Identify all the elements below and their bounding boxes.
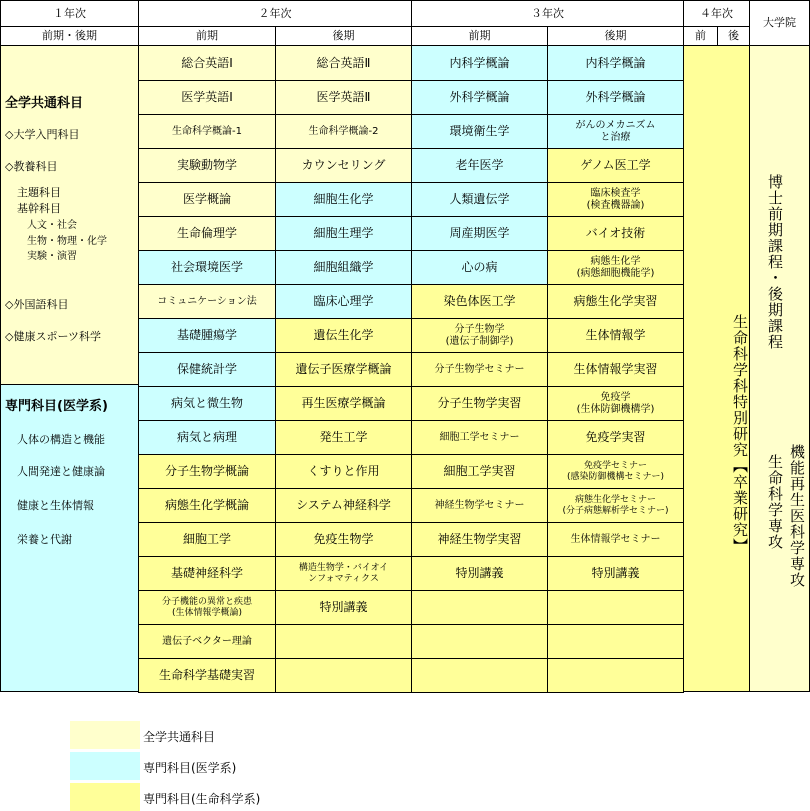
grad-program: 博士前期課程・後期課程 bbox=[766, 174, 784, 350]
course-cell: 免疫学セミナー (感染防御機構セミナー) bbox=[547, 454, 684, 489]
header-year4: ４年次 bbox=[683, 0, 750, 27]
year1-special-block bbox=[0, 384, 139, 692]
legend-swatch-lifesci bbox=[70, 783, 140, 811]
course-cell: 細胞工学実習 bbox=[411, 454, 548, 489]
course-cell: 特別講義 bbox=[411, 556, 548, 591]
course-cell: 病態生化学概論 bbox=[138, 488, 276, 523]
course-cell: 周産期医学 bbox=[411, 216, 548, 251]
course-cell: 遺伝生化学 bbox=[275, 318, 412, 353]
course-cell: 分子生物学実習 bbox=[411, 386, 548, 421]
year4-research bbox=[683, 45, 750, 692]
course-cell: カウンセリング bbox=[275, 148, 412, 183]
header-y2-first: 前期 bbox=[138, 26, 276, 46]
legend-label-medical: 専門科目(医学系) bbox=[143, 761, 237, 775]
structure-course: 人体の構造と機能 bbox=[17, 433, 105, 446]
header-year2: ２年次 bbox=[138, 0, 412, 27]
course-cell: 細胞工学セミナー bbox=[411, 420, 548, 455]
course-cell: 保健統計学 bbox=[138, 352, 276, 387]
course-cell: 医学英語Ⅰ bbox=[138, 80, 276, 115]
course-cell bbox=[547, 624, 684, 659]
course-cell: 特別講義 bbox=[275, 590, 412, 625]
grad-major-life-science: 生命科学専攻 bbox=[766, 454, 784, 550]
course-cell: 病態生化学 (病態細胞機能学) bbox=[547, 250, 684, 285]
special-title: 専門科目(医学系) bbox=[5, 399, 108, 414]
course-cell: 細胞生化学 bbox=[275, 182, 412, 217]
course-cell: 分子生物学概論 bbox=[138, 454, 276, 489]
course-cell: 分子生物学 (遺伝子制御学) bbox=[411, 318, 548, 353]
course-cell: 分子生物学セミナー bbox=[411, 352, 548, 387]
course-cell: バイオ技術 bbox=[547, 216, 684, 251]
course-cell: 基礎腫瘍学 bbox=[138, 318, 276, 353]
humanities: 人文・社会 bbox=[27, 220, 77, 231]
header-y3-first: 前期 bbox=[411, 26, 548, 46]
course-cell: 免疫学実習 bbox=[547, 420, 684, 455]
course-cell: 生体情報学実習 bbox=[547, 352, 684, 387]
nutrition-course: 栄養と代謝 bbox=[17, 533, 72, 546]
course-cell: 環境衛生学 bbox=[411, 114, 548, 149]
header-y3-second: 後期 bbox=[547, 26, 684, 46]
course-cell bbox=[275, 624, 412, 659]
course-cell: 生体情報学 bbox=[547, 318, 684, 353]
course-cell: 分子機能の異常と疾患 (生体情報学概論) bbox=[138, 590, 276, 625]
course-cell: 基礎神経科学 bbox=[138, 556, 276, 591]
course-cell: がんのメカニズム と治療 bbox=[547, 114, 684, 149]
course-cell: 再生医療学概論 bbox=[275, 386, 412, 421]
course-cell bbox=[411, 624, 548, 659]
grad-major-regenerative: 機能再生医科学専攻 bbox=[788, 444, 806, 588]
health-info-course: 健康と生体情報 bbox=[17, 499, 94, 512]
common-title: 全学共通科目 bbox=[5, 96, 84, 111]
development-course: 人間発達と健康論 bbox=[17, 465, 105, 478]
legend-swatch-medical bbox=[70, 752, 140, 780]
course-cell: 内科学概論 bbox=[547, 45, 684, 81]
course-cell: 生命科学概論-1 bbox=[138, 114, 276, 149]
course-cell: 免疫生物学 bbox=[275, 522, 412, 557]
course-cell bbox=[275, 658, 412, 693]
year4-research-text: 生命科学科特別研究【卒業研究】 bbox=[731, 313, 749, 554]
sports-courses: ◇健康スポーツ科学 bbox=[5, 330, 102, 343]
course-cell: ゲノム医工学 bbox=[547, 148, 684, 183]
course-cell: 老年医学 bbox=[411, 148, 548, 183]
course-cell: 病態生化学実習 bbox=[547, 284, 684, 319]
course-cell: 発生工学 bbox=[275, 420, 412, 455]
course-cell: 病気と微生物 bbox=[138, 386, 276, 421]
course-cell: 医学概論 bbox=[138, 182, 276, 217]
course-cell: 総合英語Ⅰ bbox=[138, 45, 276, 81]
course-cell bbox=[411, 590, 548, 625]
course-cell: システム神経科学 bbox=[275, 488, 412, 523]
legend-swatch-common bbox=[70, 721, 140, 749]
course-cell: 医学英語Ⅱ bbox=[275, 80, 412, 115]
course-cell: 免疫学 (生体防御機構学) bbox=[547, 386, 684, 421]
course-cell: 構造生物学・バイオイ ンフォマティクス bbox=[275, 556, 412, 591]
course-cell: 細胞組織学 bbox=[275, 250, 412, 285]
liberal-courses: ◇教養科目 bbox=[5, 160, 58, 173]
course-cell: 内科学概論 bbox=[411, 45, 548, 81]
course-cell: 社会環境医学 bbox=[138, 250, 276, 285]
course-cell bbox=[411, 658, 548, 693]
course-cell: 臨床心理学 bbox=[275, 284, 412, 319]
course-cell: 人類遺伝学 bbox=[411, 182, 548, 217]
foreign-courses: ◇外国語科目 bbox=[5, 298, 69, 311]
header-y2-second: 後期 bbox=[275, 26, 412, 46]
course-cell: 実験動物学 bbox=[138, 148, 276, 183]
header-y4-second: 後 bbox=[717, 26, 750, 46]
course-cell: 特別講義 bbox=[547, 556, 684, 591]
course-cell: 心の病 bbox=[411, 250, 548, 285]
course-cell: 臨床検査学 (検査機器論) bbox=[547, 182, 684, 217]
intro-courses: ◇大学入門科目 bbox=[5, 128, 80, 141]
course-cell: 染色体医工学 bbox=[411, 284, 548, 319]
practice: 実験・演習 bbox=[27, 251, 77, 262]
header-y4-first: 前 bbox=[683, 26, 718, 46]
course-cell: 細胞生理学 bbox=[275, 216, 412, 251]
course-cell: 総合英語Ⅱ bbox=[275, 45, 412, 81]
course-cell: コミュニケーション法 bbox=[138, 284, 276, 319]
header-grad: 大学院 bbox=[749, 0, 810, 46]
grad-block bbox=[749, 45, 810, 692]
theme-courses: 主題科目 bbox=[17, 186, 61, 199]
course-cell bbox=[547, 590, 684, 625]
basic-courses: 基幹科目 bbox=[17, 202, 61, 215]
legend-label-common: 全学共通科目 bbox=[143, 730, 216, 744]
course-cell: 生命科学概論-2 bbox=[275, 114, 412, 149]
header-year3: ３年次 bbox=[411, 0, 684, 27]
course-cell: 遺伝子医療学概論 bbox=[275, 352, 412, 387]
course-cell: 病気と病理 bbox=[138, 420, 276, 455]
course-cell: 病態生化学セミナー (分子病態解析学セミナー) bbox=[547, 488, 684, 523]
legend-label-lifesci: 専門科目(生命科学系) bbox=[143, 792, 261, 806]
header-year1: １年次 bbox=[0, 0, 139, 27]
course-cell: 神経生物学実習 bbox=[411, 522, 548, 557]
course-cell: 生体情報学セミナー bbox=[547, 522, 684, 557]
course-cell: 外科学概論 bbox=[547, 80, 684, 115]
course-cell: 遺伝子ベクター理論 bbox=[138, 624, 276, 659]
course-cell: 外科学概論 bbox=[411, 80, 548, 115]
year1-common-block bbox=[0, 45, 139, 385]
course-cell: くすりと作用 bbox=[275, 454, 412, 489]
course-cell: 細胞工学 bbox=[138, 522, 276, 557]
course-cell bbox=[547, 658, 684, 693]
course-cell: 生命科学基礎実習 bbox=[138, 658, 276, 693]
course-cell: 生命倫理学 bbox=[138, 216, 276, 251]
header-y1-terms: 前期・後期 bbox=[0, 26, 139, 46]
science: 生物・物理・化学 bbox=[27, 236, 107, 247]
course-cell: 神経生物学セミナー bbox=[411, 488, 548, 523]
